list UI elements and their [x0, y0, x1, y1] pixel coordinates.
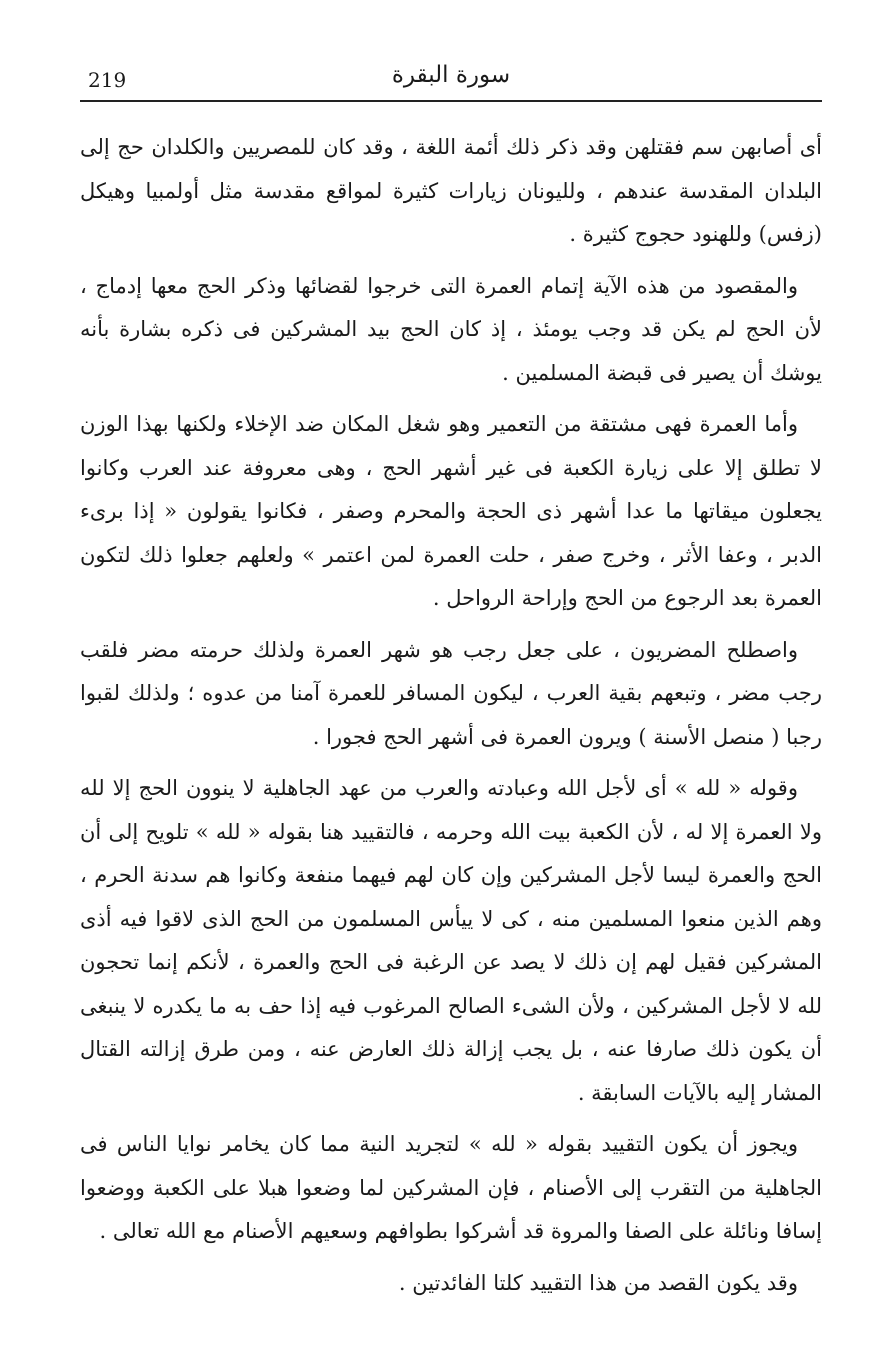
page-header: [80, 58, 822, 102]
paragraph-4: واصطلح المضريون ، على جعل رجب هو شهر العمرة ولذلك حرمته مضر فلقب رجب مضر ، وتبعهم بقية العرب ، ليكون المسافر للعمرة آمنا من عدوه ؛ ولذلك لقبوا رجبا ( منصل الأسنة ) ويرون العمرة فى أشهر الحج فجورا .: [80, 637, 822, 749]
paragraph-6: ويجوز أن يكون التقييد بقوله « لله » لتجريد النية مما كان يخامر نوايا الناس فى الجاهلية من التقرب إلى الأصنام ، فإن المشركين لما وضعوا هبلا على الكعبة ووضعوا إسافا ونائلة على الصفا والمروة قد أشركوا بطوافهم وسعيهم الأصنام مع الله تعالى .: [80, 1132, 822, 1243]
paragraph-1: أى أصابهن سم فقتلهن وقد ذكر ذلك أئمة اللغة ، وقد كان للمصريين والكلدان حج إلى البلدان المقدسة عندهم ، ولليونان زيارات كثيرة لمواقع مقدسة مثل أولمبيا وهيكل (زفس) وللهنود حجوج كثيرة .: [80, 135, 822, 246]
paragraph-3: وأما العمرة فهى مشتقة من التعمير وهو شغل المكان ضد الإخلاء ولكنها بهذا الوزن لا تطلق إلا على زيارة الكعبة فى غير أشهر الحج ، وهى معروفة عند العرب وكانوا يجعلون ميقاتها ما عدا أشهر ذى الحجة والمحرم وصفر ، فكانوا يقولون « إذا برىء الدبر ، وعفا الأثر ، وخرج صفر ، حلت العمرة لمن اعتمر » ولعلهم جعلوا ذلك لتكون العمرة بعد الرجوع من الحج وإراحة الرواحل .: [80, 412, 822, 610]
paragraph-5: وقوله « لله » أى لأجل الله وعبادته والعرب من عهد الجاهلية لا ينوون الحج إلا لله ولا العمرة إلا له ، لأن الكعبة بيت الله وحرمه ، فالتقييد هنا بقوله « لله » تلويح إلى أن الحج والعمرة ليسا لأجل المشركين وإن كان لهم فيهما منفعة وكانوا هم سدنة الحرم ، وهم الذين منعوا المسلمين منه ، كى لا ييأس المسلمون من الحج الذى لاقوا فيه أذى المشركين فقيل لهم إن ذلك لا يصد عن الرغبة فى الحج والعمرة ، لأنكم إنما تحجون لله لا لأجل المشركين ، ولأن الشىء الصالح المرغوب فيه إذا حف به ما يكدره لا ينبغى أن يكون ذلك صارفا عنه ، بل يجب إزالة ذلك العارض عنه ، ومن طرق إزالته القتال المشار إليه بالآيات السابقة .: [80, 776, 822, 1105]
paragraph-2: والمقصود من هذه الآية إتمام العمرة التى خرجوا لقضائها وذكر الحج معها إدماج ، لأن الحج لم يكن قد وجب يومئذ ، إذ كان الحج بيد المشركين فى ذكره بشارة بأنه يوشك أن يصير فى قبضة المسلمين .: [80, 273, 822, 385]
running-title: سورة البقرة: [391, 62, 511, 88]
page-body: [80, 126, 822, 1313]
page-number: 219: [88, 68, 127, 92]
paragraph-7: وقد يكون القصد من هذا التقييد كلتا الفائدتين .: [398, 1270, 798, 1295]
